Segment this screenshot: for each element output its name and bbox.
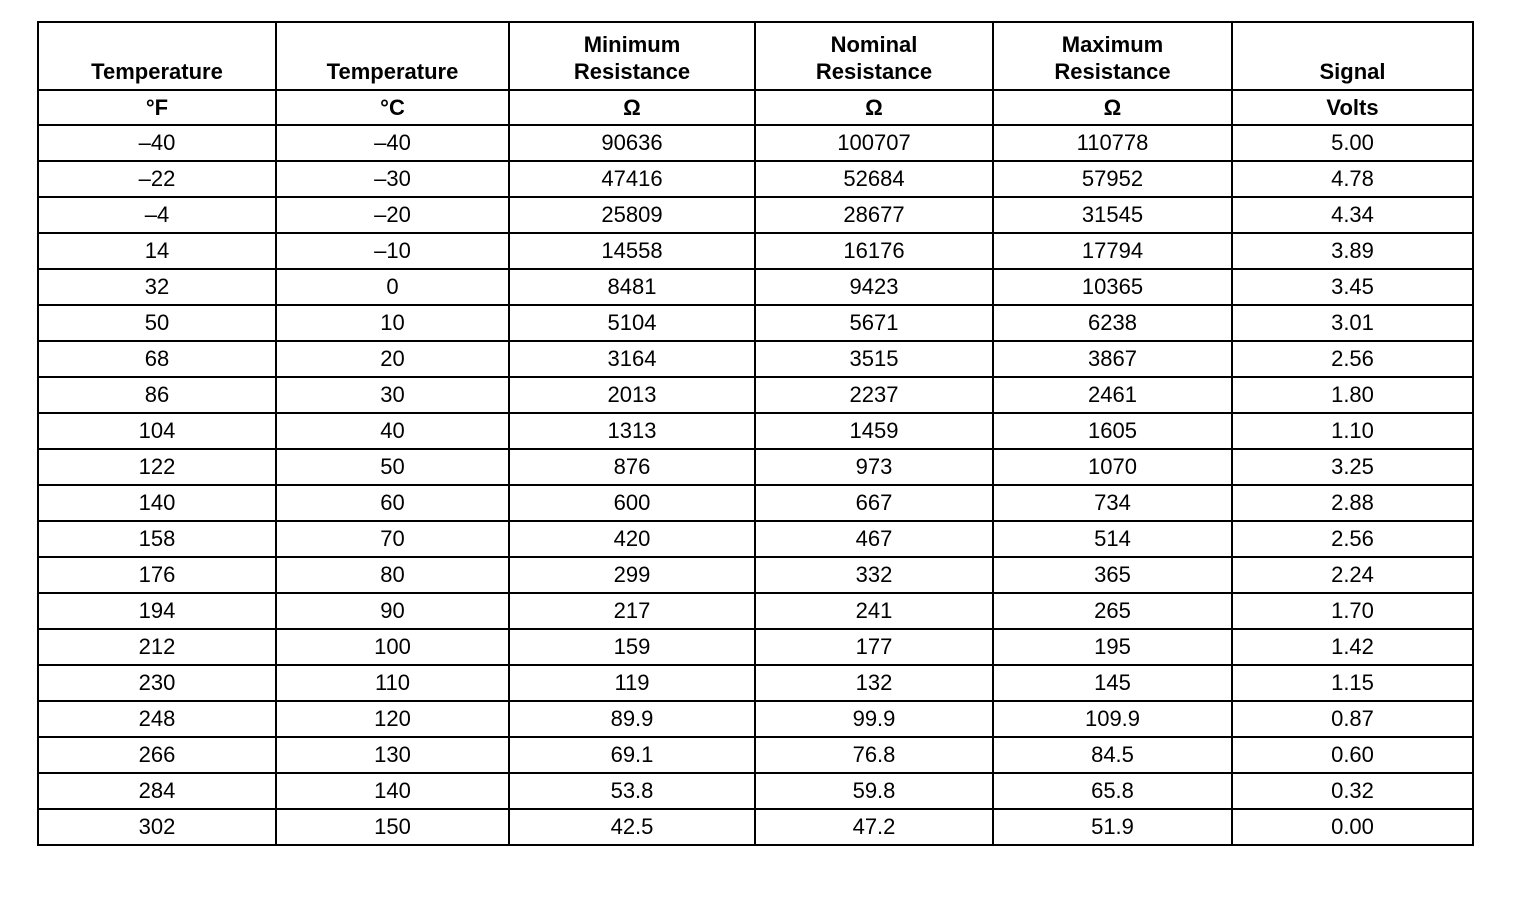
cell-temperature-c: 0 xyxy=(276,269,509,305)
cell-signal-volts: 5.00 xyxy=(1232,125,1473,161)
cell-maximum-resistance: 1605 xyxy=(993,413,1232,449)
cell-temperature-c: –10 xyxy=(276,233,509,269)
cell-temperature-f: 176 xyxy=(38,557,276,593)
cell-maximum-resistance: 195 xyxy=(993,629,1232,665)
cell-minimum-resistance: 69.1 xyxy=(509,737,755,773)
cell-minimum-resistance: 299 xyxy=(509,557,755,593)
header-label-line2: Resistance xyxy=(573,59,691,84)
cell-temperature-c: 150 xyxy=(276,809,509,845)
cell-signal-volts: 1.15 xyxy=(1232,665,1473,701)
header-label-line1: Minimum xyxy=(583,32,681,57)
header-minimum-resistance xyxy=(509,22,755,90)
cell-minimum-resistance: 8481 xyxy=(509,269,755,305)
cell-maximum-resistance: 51.9 xyxy=(993,809,1232,845)
cell-temperature-c: 120 xyxy=(276,701,509,737)
cell-maximum-resistance: 65.8 xyxy=(993,773,1232,809)
cell-maximum-resistance: 1070 xyxy=(993,449,1232,485)
cell-nominal-resistance: 76.8 xyxy=(755,737,993,773)
cell-minimum-resistance: 159 xyxy=(509,629,755,665)
table-row xyxy=(38,485,1473,521)
table-row xyxy=(38,701,1473,737)
table-row xyxy=(38,413,1473,449)
table-row xyxy=(38,809,1473,845)
table-row xyxy=(38,377,1473,413)
header-label: Signal xyxy=(1319,59,1386,84)
table-row xyxy=(38,449,1473,485)
unit-volts: Volts xyxy=(1232,90,1473,125)
header-label-line2: Resistance xyxy=(815,59,933,84)
cell-signal-volts: 2.24 xyxy=(1232,557,1473,593)
cell-minimum-resistance: 1313 xyxy=(509,413,755,449)
cell-maximum-resistance: 57952 xyxy=(993,161,1232,197)
cell-signal-volts: 4.34 xyxy=(1232,197,1473,233)
cell-temperature-c: 40 xyxy=(276,413,509,449)
cell-temperature-c: 80 xyxy=(276,557,509,593)
cell-minimum-resistance: 25809 xyxy=(509,197,755,233)
cell-minimum-resistance: 47416 xyxy=(509,161,755,197)
cell-temperature-f: 158 xyxy=(38,521,276,557)
header-label: Temperature xyxy=(91,59,223,84)
cell-temperature-f: 284 xyxy=(38,773,276,809)
cell-nominal-resistance: 99.9 xyxy=(755,701,993,737)
table-row xyxy=(38,593,1473,629)
cell-nominal-resistance: 59.8 xyxy=(755,773,993,809)
cell-minimum-resistance: 600 xyxy=(509,485,755,521)
cell-nominal-resistance: 47.2 xyxy=(755,809,993,845)
cell-signal-volts: 3.01 xyxy=(1232,305,1473,341)
cell-signal-volts: 2.56 xyxy=(1232,521,1473,557)
table-row xyxy=(38,665,1473,701)
cell-minimum-resistance: 420 xyxy=(509,521,755,557)
cell-nominal-resistance: 100707 xyxy=(755,125,993,161)
header-maximum-resistance xyxy=(993,22,1232,90)
cell-temperature-f: –40 xyxy=(38,125,276,161)
cell-minimum-resistance: 42.5 xyxy=(509,809,755,845)
cell-minimum-resistance: 53.8 xyxy=(509,773,755,809)
cell-temperature-f: 32 xyxy=(38,269,276,305)
cell-maximum-resistance: 110778 xyxy=(993,125,1232,161)
table-row xyxy=(38,521,1473,557)
table-row xyxy=(38,125,1473,161)
cell-nominal-resistance: 332 xyxy=(755,557,993,593)
cell-temperature-f: –4 xyxy=(38,197,276,233)
cell-maximum-resistance: 2461 xyxy=(993,377,1232,413)
cell-temperature-c: 10 xyxy=(276,305,509,341)
cell-maximum-resistance: 109.9 xyxy=(993,701,1232,737)
table-row xyxy=(38,773,1473,809)
cell-nominal-resistance: 9423 xyxy=(755,269,993,305)
cell-signal-volts: 3.45 xyxy=(1232,269,1473,305)
cell-temperature-c: 140 xyxy=(276,773,509,809)
cell-temperature-f: 266 xyxy=(38,737,276,773)
cell-temperature-c: 100 xyxy=(276,629,509,665)
cell-temperature-f: 302 xyxy=(38,809,276,845)
cell-temperature-c: –30 xyxy=(276,161,509,197)
cell-temperature-c: 50 xyxy=(276,449,509,485)
cell-temperature-c: 130 xyxy=(276,737,509,773)
cell-temperature-f: –22 xyxy=(38,161,276,197)
cell-temperature-c: 110 xyxy=(276,665,509,701)
cell-maximum-resistance: 31545 xyxy=(993,197,1232,233)
cell-temperature-c: 20 xyxy=(276,341,509,377)
cell-nominal-resistance: 28677 xyxy=(755,197,993,233)
cell-signal-volts: 2.88 xyxy=(1232,485,1473,521)
cell-minimum-resistance: 90636 xyxy=(509,125,755,161)
cell-minimum-resistance: 119 xyxy=(509,665,755,701)
header-label-line2: Resistance xyxy=(1054,59,1171,84)
unit-ohm-nominal: Ω xyxy=(755,90,993,125)
header-label: Temperature xyxy=(326,59,459,84)
cell-nominal-resistance: 467 xyxy=(755,521,993,557)
cell-temperature-f: 122 xyxy=(38,449,276,485)
cell-temperature-f: 194 xyxy=(38,593,276,629)
cell-signal-volts: 0.32 xyxy=(1232,773,1473,809)
cell-temperature-f: 140 xyxy=(38,485,276,521)
cell-signal-volts: 2.56 xyxy=(1232,341,1473,377)
cell-nominal-resistance: 1459 xyxy=(755,413,993,449)
header-label-line1: Nominal xyxy=(830,32,918,57)
header-label-line1: Maximum xyxy=(1061,32,1164,57)
table-row xyxy=(38,305,1473,341)
cell-minimum-resistance: 89.9 xyxy=(509,701,755,737)
cell-temperature-f: 230 xyxy=(38,665,276,701)
cell-nominal-resistance: 52684 xyxy=(755,161,993,197)
cell-signal-volts: 3.89 xyxy=(1232,233,1473,269)
table-row xyxy=(38,197,1473,233)
cell-temperature-f: 86 xyxy=(38,377,276,413)
cell-minimum-resistance: 876 xyxy=(509,449,755,485)
cell-signal-volts: 1.80 xyxy=(1232,377,1473,413)
cell-nominal-resistance: 16176 xyxy=(755,233,993,269)
cell-maximum-resistance: 6238 xyxy=(993,305,1232,341)
header-nominal-resistance xyxy=(755,22,993,90)
sensor-resistance-table-container xyxy=(37,21,1472,846)
sensor-resistance-table xyxy=(37,21,1474,846)
cell-minimum-resistance: 3164 xyxy=(509,341,755,377)
cell-temperature-c: 60 xyxy=(276,485,509,521)
header-temperature-c xyxy=(276,22,509,90)
table-row xyxy=(38,557,1473,593)
cell-temperature-f: 50 xyxy=(38,305,276,341)
header-row xyxy=(38,22,1473,90)
unit-fahrenheit: °F xyxy=(38,90,276,125)
cell-temperature-c: 90 xyxy=(276,593,509,629)
cell-minimum-resistance: 5104 xyxy=(509,305,755,341)
header-temperature-f xyxy=(38,22,276,90)
cell-temperature-f: 212 xyxy=(38,629,276,665)
cell-signal-volts: 1.10 xyxy=(1232,413,1473,449)
header-signal xyxy=(1232,22,1473,90)
cell-temperature-f: 104 xyxy=(38,413,276,449)
cell-signal-volts: 0.00 xyxy=(1232,809,1473,845)
table-row xyxy=(38,629,1473,665)
cell-maximum-resistance: 514 xyxy=(993,521,1232,557)
table-row xyxy=(38,737,1473,773)
table-row xyxy=(38,233,1473,269)
units-row xyxy=(38,90,1473,125)
cell-nominal-resistance: 2237 xyxy=(755,377,993,413)
cell-signal-volts: 1.70 xyxy=(1232,593,1473,629)
cell-minimum-resistance: 217 xyxy=(509,593,755,629)
cell-nominal-resistance: 132 xyxy=(755,665,993,701)
cell-temperature-c: –40 xyxy=(276,125,509,161)
unit-celsius: °C xyxy=(276,90,509,125)
table-header xyxy=(38,22,1473,125)
cell-signal-volts: 3.25 xyxy=(1232,449,1473,485)
cell-nominal-resistance: 973 xyxy=(755,449,993,485)
cell-maximum-resistance: 3867 xyxy=(993,341,1232,377)
cell-temperature-f: 248 xyxy=(38,701,276,737)
unit-ohm-maximum: Ω xyxy=(993,90,1232,125)
cell-temperature-f: 68 xyxy=(38,341,276,377)
cell-nominal-resistance: 5671 xyxy=(755,305,993,341)
cell-maximum-resistance: 10365 xyxy=(993,269,1232,305)
table-row xyxy=(38,161,1473,197)
cell-maximum-resistance: 734 xyxy=(993,485,1232,521)
unit-ohm-minimum: Ω xyxy=(509,90,755,125)
cell-temperature-c: –20 xyxy=(276,197,509,233)
cell-nominal-resistance: 667 xyxy=(755,485,993,521)
cell-temperature-f: 14 xyxy=(38,233,276,269)
table-body xyxy=(38,125,1473,845)
cell-maximum-resistance: 17794 xyxy=(993,233,1232,269)
cell-maximum-resistance: 84.5 xyxy=(993,737,1232,773)
cell-signal-volts: 1.42 xyxy=(1232,629,1473,665)
cell-temperature-c: 70 xyxy=(276,521,509,557)
table-row xyxy=(38,341,1473,377)
cell-signal-volts: 0.60 xyxy=(1232,737,1473,773)
cell-maximum-resistance: 365 xyxy=(993,557,1232,593)
cell-nominal-resistance: 177 xyxy=(755,629,993,665)
cell-signal-volts: 4.78 xyxy=(1232,161,1473,197)
cell-minimum-resistance: 14558 xyxy=(509,233,755,269)
cell-nominal-resistance: 241 xyxy=(755,593,993,629)
cell-temperature-c: 30 xyxy=(276,377,509,413)
table-row xyxy=(38,269,1473,305)
cell-minimum-resistance: 2013 xyxy=(509,377,755,413)
cell-maximum-resistance: 265 xyxy=(993,593,1232,629)
cell-maximum-resistance: 145 xyxy=(993,665,1232,701)
cell-signal-volts: 0.87 xyxy=(1232,701,1473,737)
cell-nominal-resistance: 3515 xyxy=(755,341,993,377)
